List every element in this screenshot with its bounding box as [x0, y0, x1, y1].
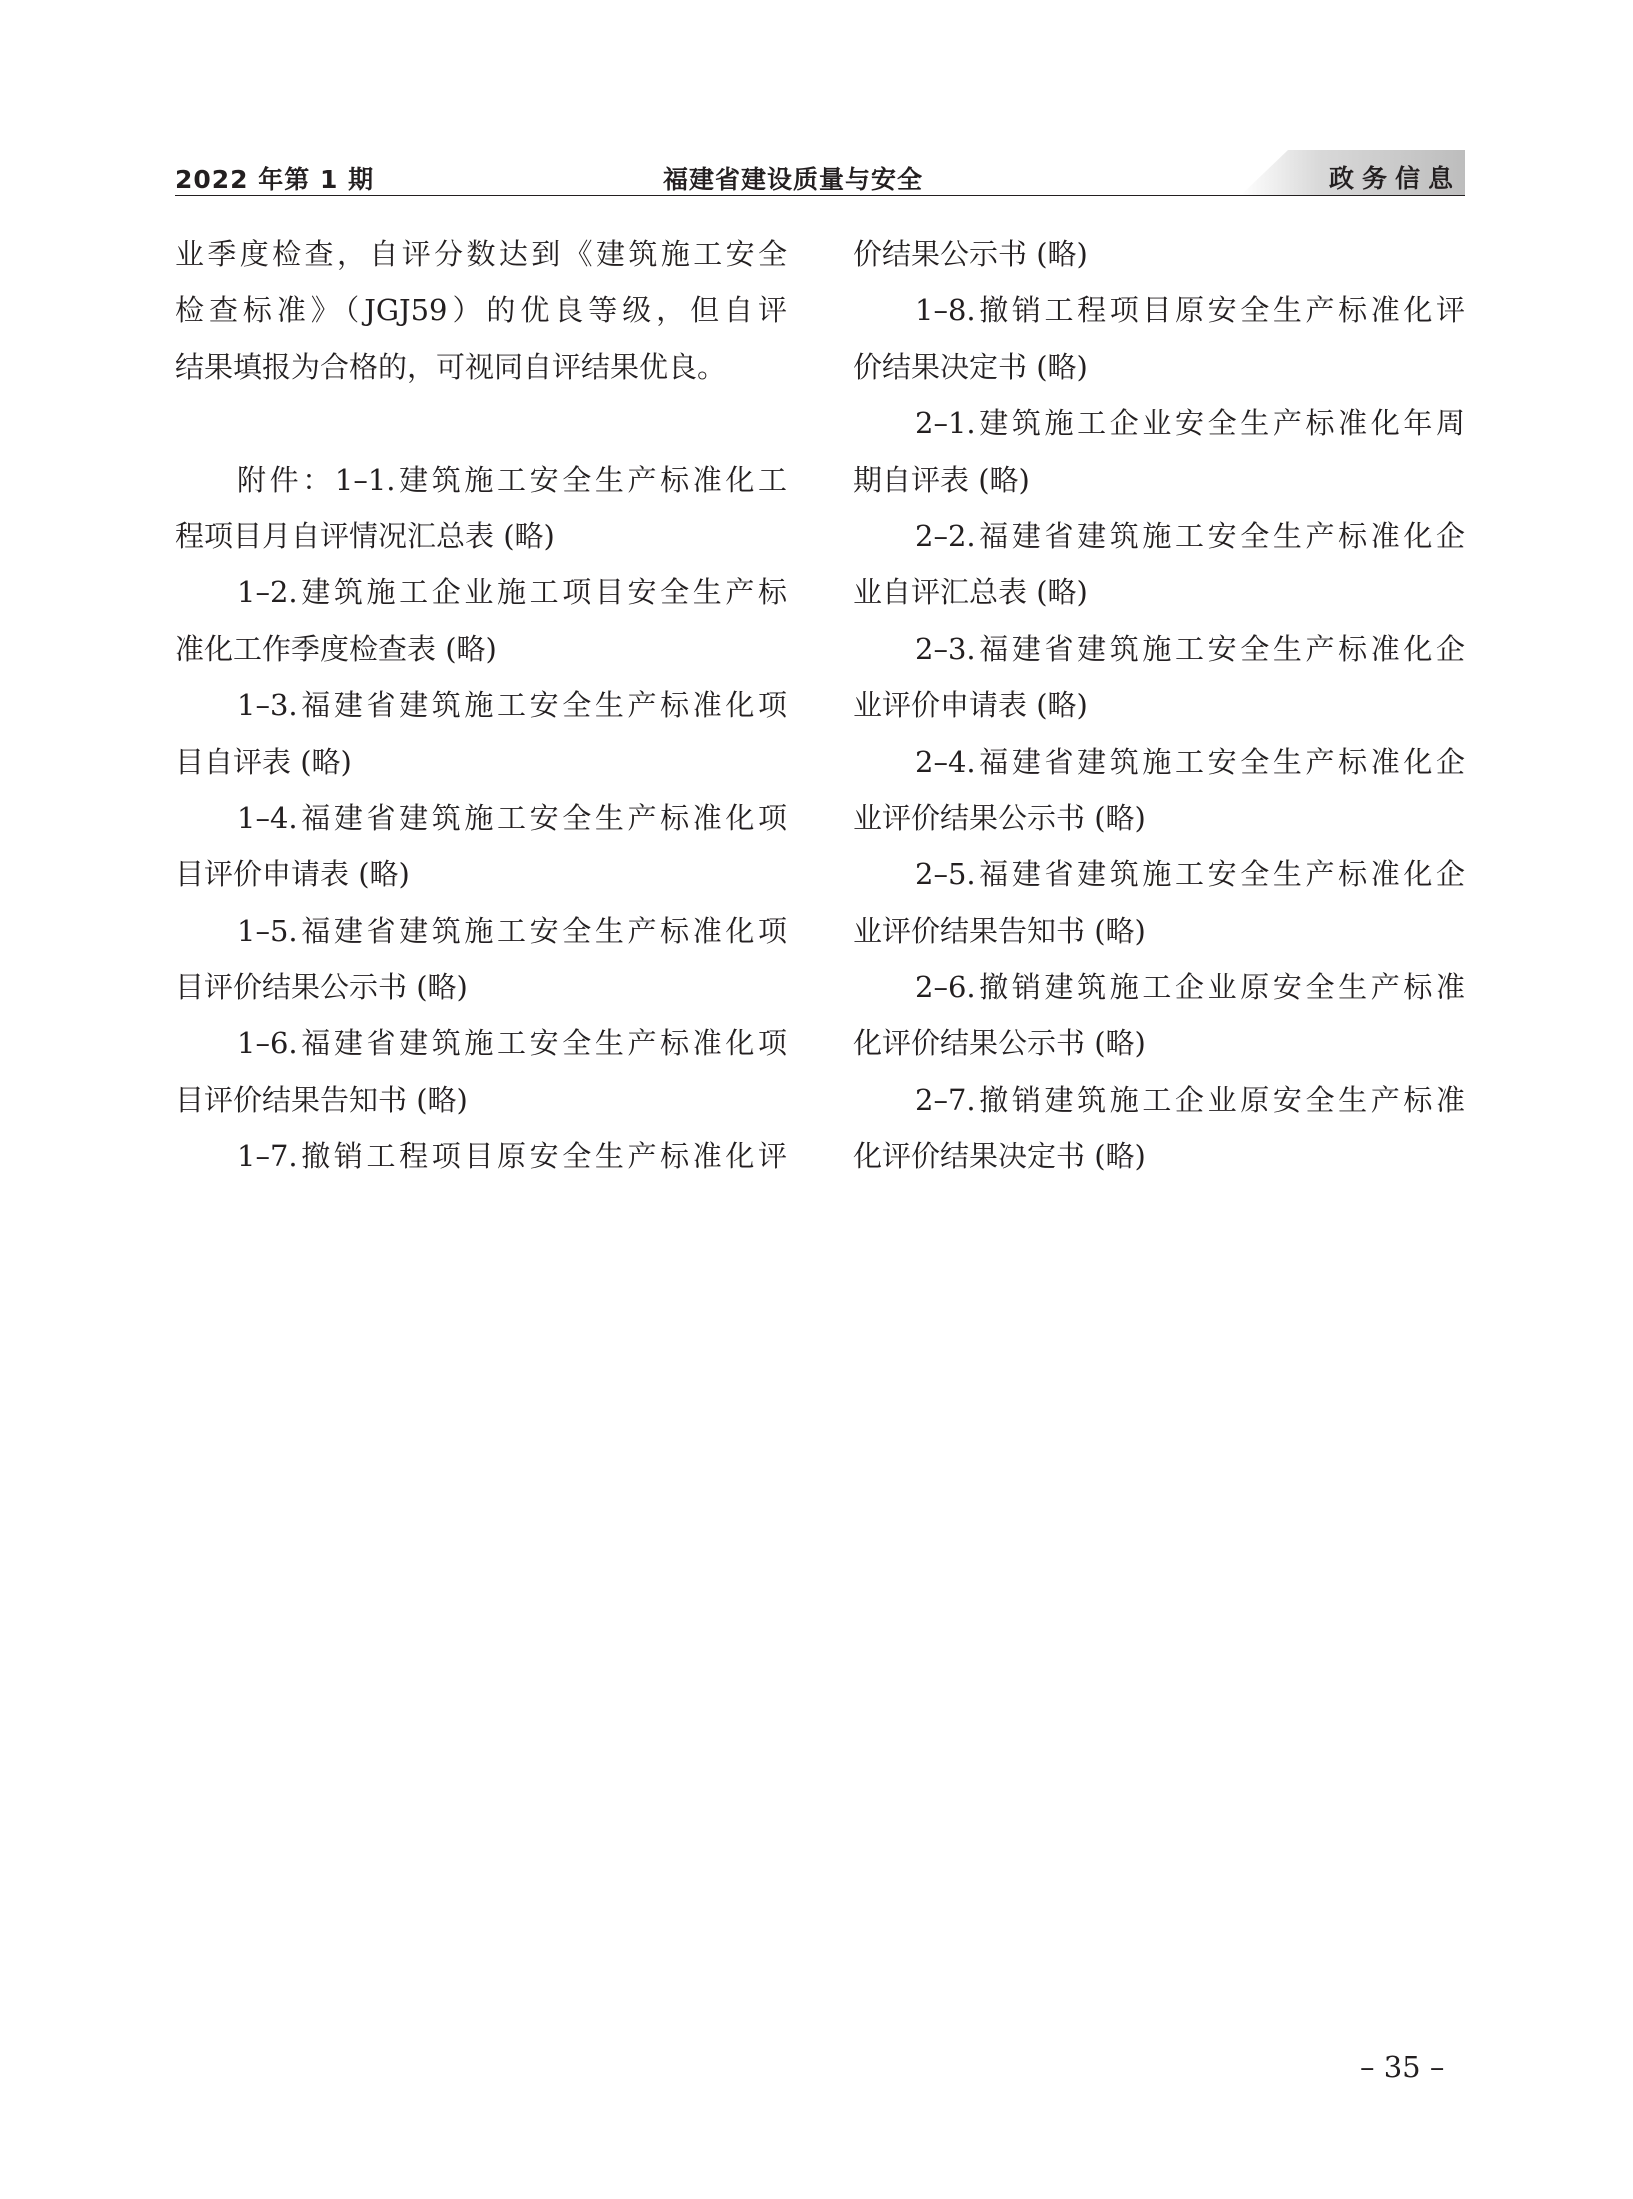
text-line: 2–3.福建省建筑施工安全生产标准化企	[915, 631, 1465, 666]
section-label: 政务信息	[1328, 164, 1461, 193]
text-line: 2–4.福建省建筑施工安全生产标准化企	[915, 744, 1465, 779]
text-line: 目自评表 (略)	[175, 744, 352, 779]
page-header	[175, 150, 1465, 198]
text-line: 2–7.撤销建筑施工企业原安全生产标准	[915, 1082, 1465, 1117]
paragraph-gap	[175, 395, 787, 451]
text-line: 1–2.建筑施工企业施工项目安全生产标	[237, 575, 787, 610]
text-line: 业自评汇总表 (略)	[853, 575, 1088, 610]
text-line: 价结果决定书 (略)	[853, 349, 1088, 384]
text-line: 结果填报为合格的，可视同自评结果优良。	[175, 349, 727, 384]
text-line: 2–5.福建省建筑施工安全生产标准化企	[915, 857, 1465, 892]
text-line: 化评价结果决定书 (略)	[853, 1139, 1146, 1174]
text-line: 目评价结果告知书 (略)	[175, 1082, 468, 1117]
text-line: 目评价结果公示书 (略)	[175, 970, 468, 1005]
page-number: – 35 –	[1360, 2050, 1445, 2084]
text-line: 2–2.福建省建筑施工安全生产标准化企	[915, 518, 1465, 553]
text-line: 2–1.建筑施工企业安全生产标准化年周	[915, 406, 1465, 441]
text-line: 程项目月自评情况汇总表 (略)	[175, 518, 555, 553]
text-line: 业评价结果告知书 (略)	[853, 913, 1146, 948]
text-line: 准化工作季度检查表 (略)	[175, 631, 497, 666]
text-line: 1–7.撤销工程项目原安全生产标准化评	[237, 1139, 787, 1174]
text-line: 1–4.福建省建筑施工安全生产标准化项	[237, 800, 787, 835]
text-line: 1–6.福建省建筑施工安全生产标准化项	[237, 1026, 787, 1061]
section-tab	[1240, 150, 1465, 198]
text-line: 附件：1–1.建筑施工安全生产标准化工	[237, 462, 787, 497]
text-line: 1–5.福建省建筑施工安全生产标准化项	[237, 913, 787, 948]
text-line: 业评价结果公示书 (略)	[853, 800, 1146, 835]
text-line: 2–6.撤销建筑施工企业原安全生产标准	[915, 970, 1465, 1005]
text-line: 期自评表 (略)	[853, 462, 1030, 497]
right-column	[853, 226, 1465, 1185]
text-line: 化评价结果公示书 (略)	[853, 1026, 1146, 1061]
header-rule	[175, 195, 1465, 196]
text-line: 目评价申请表 (略)	[175, 857, 410, 892]
journal-title: 福建省建设质量与安全	[663, 165, 924, 194]
text-line: 1–3.福建省建筑施工安全生产标准化项	[237, 688, 787, 723]
left-column	[175, 226, 787, 1185]
text-line: 检查标准》（JGJ59）的优良等级，但自评	[175, 293, 787, 328]
text-line: 1–8.撤销工程项目原安全生产标准化评	[915, 293, 1465, 328]
text-line: 业季度检查，自评分数达到《建筑施工安全	[175, 237, 787, 271]
text-line: 业评价申请表 (略)	[853, 688, 1088, 723]
issue-label: 2022 年第 1 期	[175, 165, 375, 194]
text-line: 价结果公示书 (略)	[853, 237, 1088, 271]
